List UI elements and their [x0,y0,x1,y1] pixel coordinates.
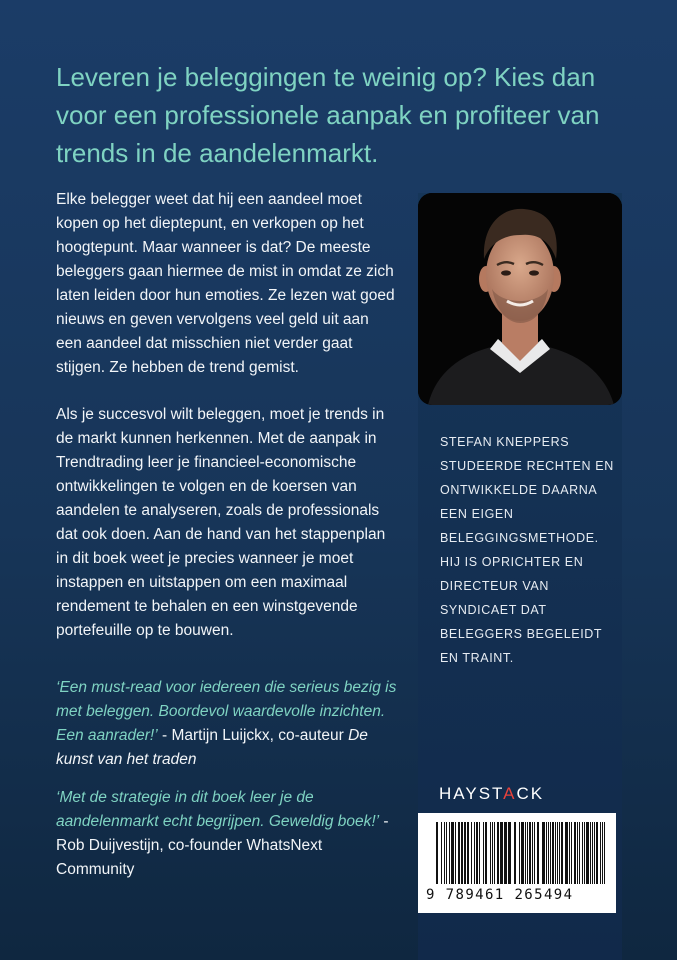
barcode-bar [529,822,531,884]
barcode-bar [537,822,539,884]
barcode-bar [449,822,450,884]
headline: Leveren je beleggingen te weinig op? Kies dan voor een professionele aanpak en profiteer van trends in de aandelenmarkt. [56,62,600,168]
publisher-logo-suffix: CK [516,784,545,803]
barcode-bars [436,822,608,884]
barcode-bar [451,822,454,884]
barcode-bar [542,822,545,884]
barcode-bar [555,822,556,884]
barcode-bar [464,822,466,884]
barcode-bar [534,822,535,884]
barcode-bar [504,822,507,884]
barcode-bar [582,822,583,884]
barcode-bar [514,822,516,884]
barcode-bar [552,822,554,884]
barcode-bar [546,822,547,884]
barcode-bar [569,822,570,884]
barcode-bar [561,822,563,884]
barcode-bar [586,822,589,884]
barcode-bar [467,822,469,884]
barcode-bar [490,822,491,884]
barcode-bar [521,822,524,884]
isbn-number: 9 789461 265494 [426,887,574,903]
barcode-bar [461,822,463,884]
author-photo-illustration [418,193,622,405]
quote-1 [56,676,401,772]
barcode-bar [596,822,598,884]
barcode-bar [571,822,572,884]
barcode-bar [455,822,456,884]
publisher-logo-mark: A [503,784,517,803]
quote-2-author: - Rob Duijvestijn, co-founder WhatsNext Community [56,813,389,878]
barcode-bar [590,822,591,884]
barcode-bar [485,822,487,884]
barcode-bar [579,822,580,884]
barcode-bar [592,822,593,884]
barcode-bar [527,822,528,884]
barcode-bar [471,822,472,884]
quote-2 [56,786,401,882]
quote-1-text: ‘Een must-read voor iedereen die serieus bezig is met beleggen. Boordevol waardevolle inzichten. Een aanrader!’ [56,679,397,744]
barcode-bar [550,822,551,884]
barcode-bar [594,822,595,884]
barcode-bar [479,822,480,884]
author-portrait [418,193,622,405]
publisher-logo-prefix: HAYST [439,784,504,803]
barcode-bar [492,822,493,884]
barcode-bar [525,822,526,884]
barcode-bar [476,822,478,884]
barcode-bar [584,822,585,884]
quote-2-text: ‘Met de strategie in dit boek leer je de aandelenmarkt echt begrijpen. Geweldig boek!’ [56,789,380,830]
barcode-bar [444,822,445,884]
barcode-bar [604,822,605,884]
barcode-bar [458,822,460,884]
barcode-box [418,813,616,913]
barcode-bar [565,822,568,884]
barcode-bar [508,822,511,884]
publisher-logo [439,784,544,804]
barcode-bar [497,822,499,884]
barcode-bar [602,822,603,884]
barcode-bar [483,822,484,884]
barcode-bar [500,822,503,884]
barcode-bar [577,822,578,884]
intro-paragraph: Elke belegger weet dat hij een aandeel moet kopen op het dieptepunt, en verkopen op het hoogtepunt. Maar wanneer is dat? De meeste beleggers gaan hiermee de mist in omdat ze zich laten leiden door hun emoties. Ze lezen wat goed nieuws en geven vervolgens veel geld uit aan een aandeel dat misschien niet verder gaat stijgen. Ze hebben de trend gemist. [56,191,395,376]
barcode-bar [532,822,533,884]
barcode-bar [557,822,558,884]
barcode-bar [519,822,520,884]
barcode-bar [548,822,549,884]
barcode-bar [436,822,438,884]
barcode-bar [600,822,601,884]
barcode-bar [474,822,475,884]
barcode-bar [559,822,560,884]
approach-paragraph: Als je succesvol wilt beleggen, moet je trends in de markt kunnen herkennen. Met de aanpak in Trendtrading leer je financieel-economische ontwikkelingen te volgen en de koersen van aandelen te analyseren, zoals de professionals dat ook doen. Aan de hand van het stappenplan in dit boek weet je precies wanneer je moet instappen en uitstappen om een maximaal rendement te behalen en een winstgevende portefeuille op te bouwen. [56,406,386,639]
quote-1-work: De kunst van het traden [56,727,368,768]
barcode-bar [446,822,447,884]
author-bio: STEFAN KNEPPERS STUDEERDE RECHTEN EN ONTWIKKELDE DAARNA EEN EIGEN BELEGGINGSMETHODE. HIJ IS OPRICHTER EN DIRECTEUR VAN SYNDICAET DAT BELEGGERS BEGELEIDT EN TRAINT. [440,435,614,665]
barcode-bar [441,822,442,884]
barcode-bar [574,822,576,884]
barcode-bar [494,822,495,884]
quote-1-author: - Martijn Luijckx, co-auteur [157,727,349,744]
